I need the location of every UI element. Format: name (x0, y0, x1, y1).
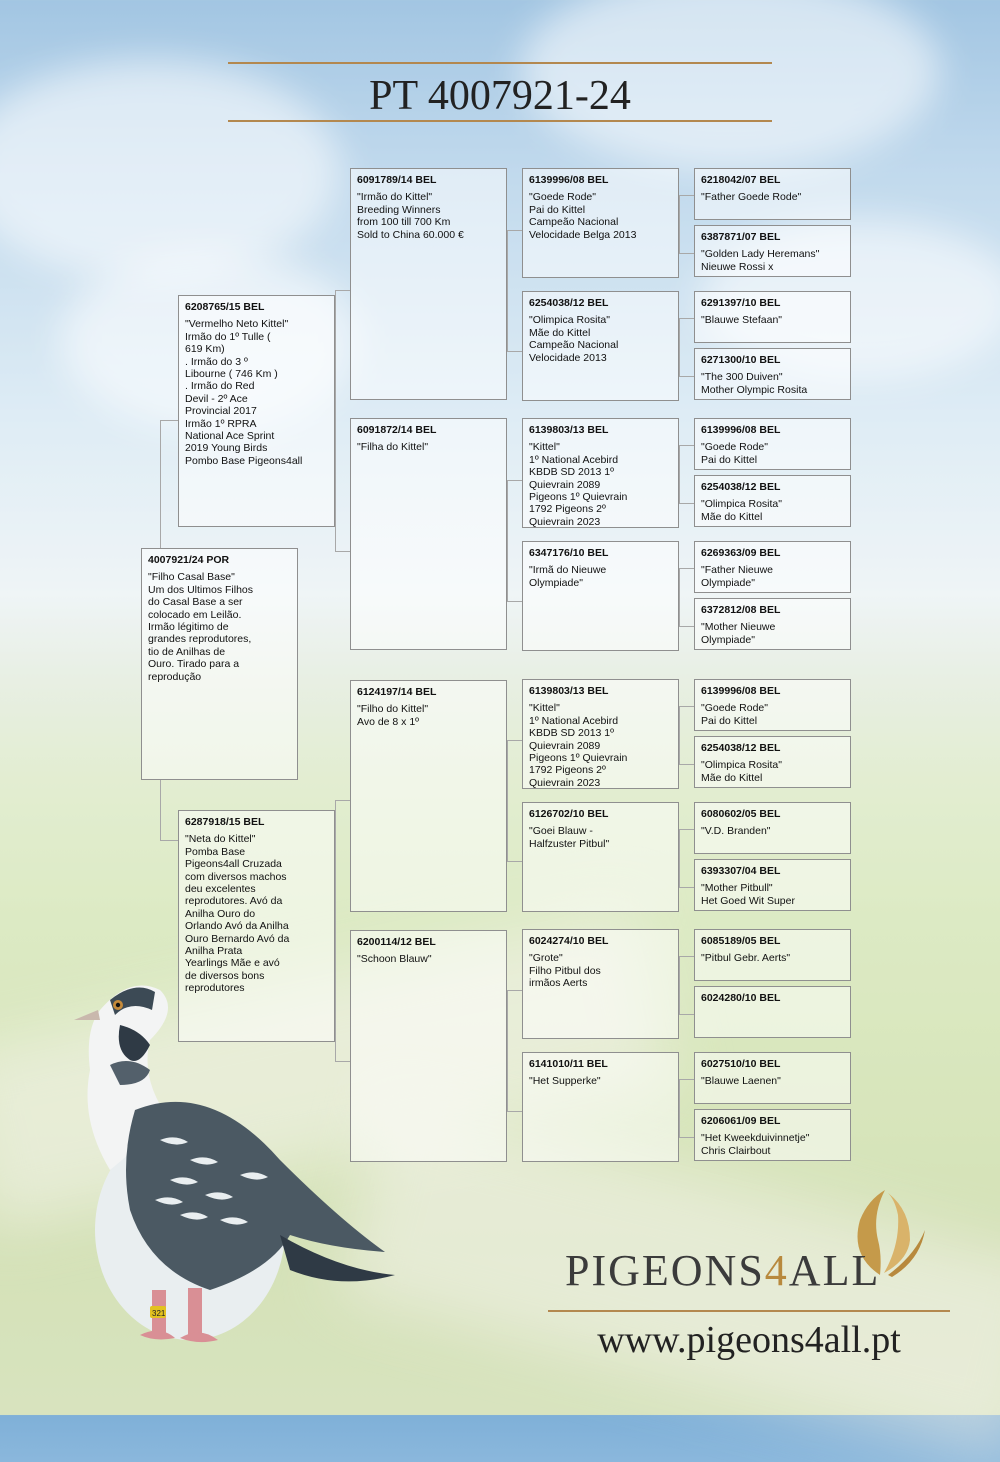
ring-number: 6027510/10 BEL (701, 1058, 781, 1070)
ring-number: 6208765/15 BEL (185, 301, 265, 313)
connector (507, 480, 523, 602)
connector (679, 956, 695, 1015)
pigeon-description: "Neta do Kittel" Pomba Base Pigeons4all Cruzada com diversos machos deu excelentes reprodutores. Avó da Anilha Ouro do Orlando Avó da Anilha Ouro Bernardo Avó da Anilha Prata Yearlings Mãe e avó de diversos bons reprodutores (185, 833, 290, 995)
connector (679, 829, 695, 888)
connector (507, 740, 523, 862)
ring-number: 6124197/14 BEL (357, 686, 437, 698)
ring-number: 6139996/08 BEL (701, 424, 781, 436)
pigeon-description: "Olimpica Rosita" Mãe do Kittel Campeão Nacional Velocidade 2013 (529, 314, 619, 364)
ring-number: 6080602/05 BEL (701, 808, 781, 820)
ring-number: 6254038/12 BEL (701, 742, 781, 754)
ring-number: 6139996/08 BEL (529, 174, 609, 186)
great-grandparent-box (522, 679, 679, 789)
pigeon-description: "Het Supperke" (529, 1075, 601, 1088)
gg-grandparent-box (694, 475, 851, 527)
connector (679, 195, 695, 254)
ring-number: 6347176/10 BEL (529, 547, 609, 559)
pigeon-description: "Goede Rode" Pai do Kittel (701, 441, 768, 466)
ring-band-text: 321 (152, 1309, 166, 1318)
ring-number: 6139803/13 BEL (529, 424, 609, 436)
sire-box (178, 295, 335, 527)
pigeon-description: "Goei Blauw - Halfzuster Pitbul" (529, 825, 610, 850)
subject-box (141, 548, 298, 780)
connector (507, 230, 523, 352)
pigeon-description: "Olimpica Rosita" Mãe do Kittel (701, 759, 782, 784)
logo-rule (548, 1310, 950, 1312)
logo-four: 4 (764, 1246, 789, 1295)
great-grandparent-box (522, 168, 679, 278)
gg-grandparent-box (694, 291, 851, 343)
pigeon-description: "Filho Casal Base" Um dos Ultimos Filhos do Casal Base a ser colocado em Leilão. Irmão légitimo de grandes reprodutores, tio de Anilhas de Ouro. Tirado para a reprodução (148, 571, 254, 683)
gg-grandparent-box (694, 859, 851, 911)
great-grandparent-box (522, 418, 679, 528)
ring-number: 6287918/15 BEL (185, 816, 265, 828)
pigeon-description: "Filho do Kittel" Avo de 8 x 1º (357, 703, 429, 728)
gg-grandparent-box (694, 802, 851, 854)
connector (679, 706, 695, 765)
connector (679, 1079, 695, 1138)
gg-grandparent-box (694, 168, 851, 220)
logo-prefix: PIGEONS (565, 1246, 765, 1295)
great-grandparent-box (522, 291, 679, 401)
gg-grandparent-box (694, 1052, 851, 1104)
pigeon-description: "Grote" Filho Pitbul dos irmãos Aerts (529, 952, 601, 990)
connector (507, 990, 523, 1112)
pigeon-description: "V.D. Branden" (701, 825, 771, 838)
ring-number: 6269363/09 BEL (701, 547, 781, 559)
pigeon-description: "Vermelho Neto Kittel" Irmão do 1º Tulle ( 619 Km) . Irmão do 3 º Libourne ( 746 Km ) . Irmão do Red Devil - 2º Ace Provincial 2017 Irmão 1º RPRA National Ace Sprint 2019 Young Birds Pombo Base Pigeons4all (185, 318, 303, 467)
pigeon-description: "Pitbul Gebr. Aerts" (701, 952, 791, 965)
gg-grandparent-box (694, 348, 851, 400)
pigeon-description: "Father Nieuwe Olympiade" (701, 564, 774, 589)
ring-number: 6254038/12 BEL (529, 297, 609, 309)
ring-number: 4007921/24 POR (148, 554, 230, 566)
pigeon-description: "The 300 Duiven" Mother Olympic Rosita (701, 371, 808, 396)
title-rule-top (228, 62, 772, 64)
pigeon-description: "Olimpica Rosita" Mãe do Kittel (701, 498, 782, 523)
great-grandparent-box (522, 1052, 679, 1162)
gg-grandparent-box (694, 1109, 851, 1161)
pigeon-description: "Golden Lady Heremans" Nieuwe Rossi x (701, 248, 820, 273)
ring-number: 6372812/08 BEL (701, 604, 781, 616)
connector (160, 420, 179, 549)
ring-number: 6024274/10 BEL (529, 935, 609, 947)
gg-grandparent-box (694, 598, 851, 650)
ring-number: 6139996/08 BEL (701, 685, 781, 697)
pigeon-description: "Mother Nieuwe Olympiade" (701, 621, 776, 646)
logo-suffix: ALL (788, 1246, 881, 1295)
ring-number: 6085189/05 BEL (701, 935, 781, 947)
gg-grandparent-box (694, 418, 851, 470)
title-rule-bottom (228, 120, 772, 122)
gg-grandparent-box (694, 929, 851, 981)
grandparent-box (350, 418, 507, 650)
ring-number: 6254038/12 BEL (701, 481, 781, 493)
ring-number: 6200114/12 BEL (357, 936, 436, 948)
pigeon-description: "Goede Rode" Pai do Kittel (701, 702, 768, 727)
great-grandparent-box (522, 802, 679, 912)
pigeon-description: "Blauwe Stefaan" (701, 314, 783, 327)
great-grandparent-box (522, 541, 679, 651)
great-grandparent-box (522, 929, 679, 1039)
ring-number: 6291397/10 BEL (701, 297, 781, 309)
grandparent-box (350, 168, 507, 400)
pigeon-description: "Goede Rode" Pai do Kittel Campeão Nacional Velocidade Belga 2013 (529, 191, 637, 241)
pigeon-description: "Filha do Kittel" (357, 441, 429, 454)
ring-number: 6024280/10 BEL (701, 992, 781, 1004)
ring-number: 6393307/04 BEL (701, 865, 781, 877)
brand-logo (565, 1245, 880, 1296)
pigeon-description: "Father Goede Rode" (701, 191, 802, 204)
ring-number: 6387871/07 BEL (701, 231, 781, 243)
pigeon-description: "Kittel" 1º National Acebird KBDB SD 2013 1º Quievrain 2089 Pigeons 1º Quievrain 1792 Pigeons 2º Quievrain 2023 (529, 702, 628, 789)
gg-grandparent-box (694, 736, 851, 788)
pigeon-description: "Blauwe Laenen" (701, 1075, 781, 1088)
pigeon-description: "Het Kweekduivinnetje" Chris Clairbout (701, 1132, 810, 1157)
ring-number: 6141010/11 BEL (529, 1058, 608, 1070)
ring-number: 6091872/14 BEL (357, 424, 437, 436)
connector (160, 780, 179, 841)
ring-number: 6091789/14 BEL (357, 174, 437, 186)
gg-grandparent-box (694, 986, 851, 1038)
grandparent-box (350, 680, 507, 912)
pigeon-description: "Irmão do Kittel" Breeding Winners from 100 till 700 Km Sold to China 60.000 € (357, 191, 464, 241)
ring-number: 6271300/10 BEL (701, 354, 781, 366)
pigeon-illustration (40, 970, 400, 1380)
connector (679, 568, 695, 627)
pigeon-description: "Kittel" 1º National Acebird KBDB SD 2013 1º Quievrain 2089 Pigeons 1º Quievrain 1792 Pigeons 2º Quievrain 2023 (529, 441, 628, 528)
ring-number: 6139803/13 BEL (529, 685, 609, 697)
ring-number: 6126702/10 BEL (529, 808, 609, 820)
gg-grandparent-box (694, 541, 851, 593)
gg-grandparent-box (694, 225, 851, 277)
gg-grandparent-box (694, 679, 851, 731)
connector (679, 445, 695, 504)
pigeon-description: "Mother Pitbull" Het Goed Wit Super (701, 882, 795, 907)
page-title: PT 4007921-24 (369, 73, 631, 119)
ring-number: 6218042/07 BEL (701, 174, 781, 186)
connector (679, 318, 695, 377)
pigeon-description: "Irmã do Nieuwe Olympiade" (529, 564, 607, 589)
website-link[interactable]: www.pigeons4all.pt (597, 1319, 901, 1361)
pigeon-description: "Schoon Blauw" (357, 953, 432, 966)
ring-number: 6206061/09 BEL (701, 1115, 781, 1127)
connector (335, 290, 351, 552)
